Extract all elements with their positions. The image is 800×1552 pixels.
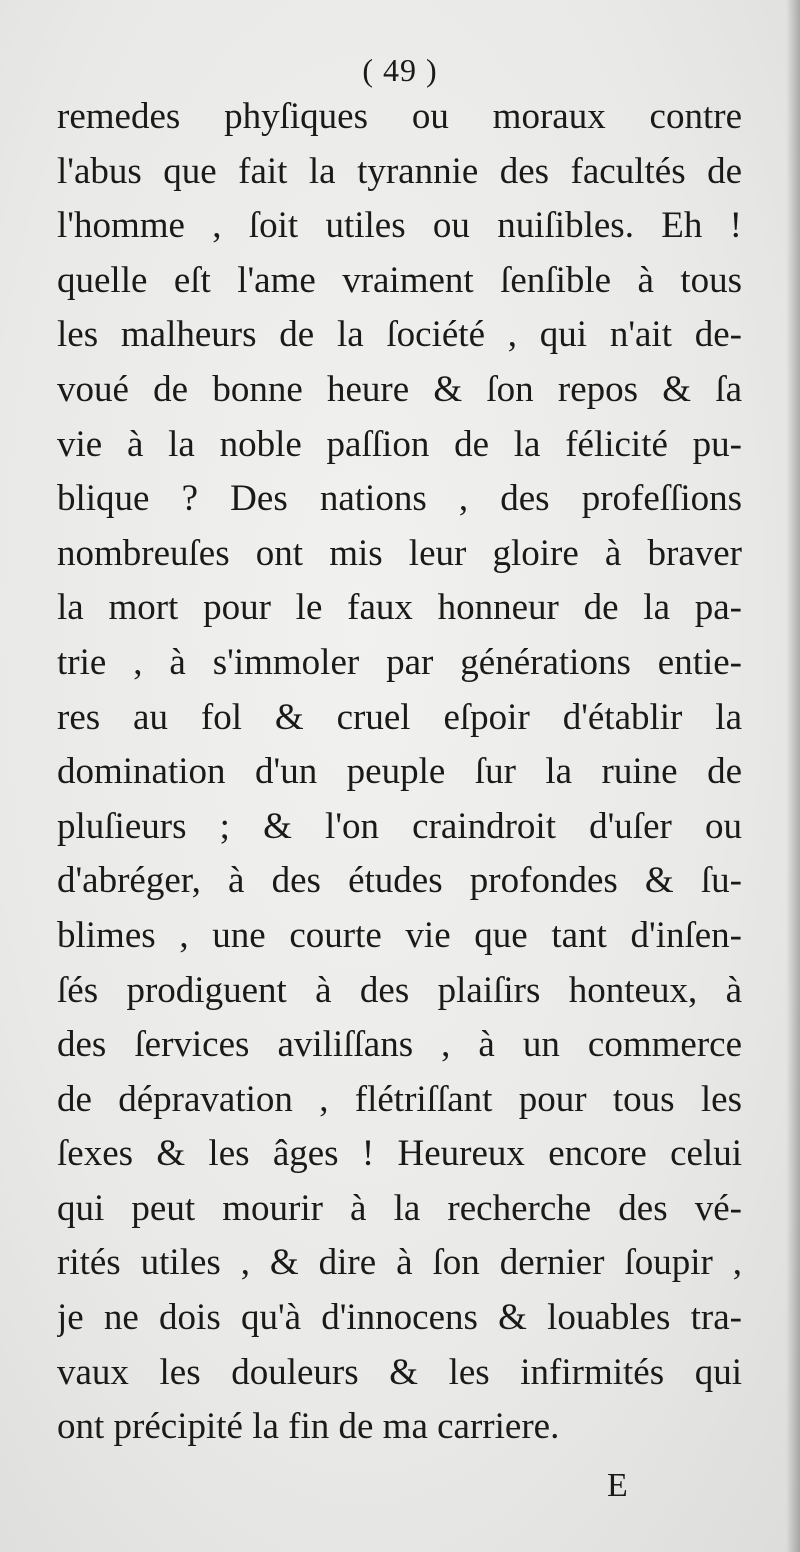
page-number: ( 49 )	[362, 52, 438, 88]
text-line: vie à la noble paſſion de la félicité pu-	[57, 423, 742, 465]
text-line: ſés prodiguent à des plaiſirs honteux, à	[57, 969, 742, 1011]
text-line: remedes phyſiques ou moraux contre	[57, 96, 742, 137]
text-line: je ne dois qu'à d'innocens & louables tra-	[57, 1297, 742, 1339]
page-edge-shadow	[786, 0, 800, 1552]
text-line: la mort pour le faux honneur de la pa-	[57, 587, 742, 629]
text-line: ſexes & les âges ! Heureux encore celui	[57, 1133, 742, 1175]
text-line: ont précipité la fin de ma carriere.	[57, 1406, 560, 1448]
text-line: rités utiles , & dire à ſon dernier ſoupir ,	[57, 1242, 742, 1284]
signature-mark: E	[607, 1467, 628, 1504]
text-line: blique ? Des nations , des profeſſions	[57, 478, 742, 520]
text-line: l'homme , ſoit utiles ou nuiſibles. Eh !	[57, 205, 742, 247]
text-line: domination d'un peuple ſur la ruine de	[57, 751, 742, 793]
text-line: vaux les douleurs & les infirmités qui	[57, 1351, 742, 1393]
text-line: quelle eſt l'ame vraiment ſenſible à tous	[57, 259, 742, 301]
text-line: voué de bonne heure & ſon repos & ſa	[57, 368, 742, 410]
text-line: nombreuſes ont mis leur gloire à braver	[57, 532, 742, 574]
body-text	[57, 90, 742, 1455]
text-line: l'abus que fait la tyrannie des facultés de	[57, 150, 742, 192]
text-line: trie , à s'immoler par générations entie-	[57, 641, 742, 683]
text-line: res au fol & cruel eſpoir d'établir la	[57, 696, 742, 738]
text-line: des ſervices aviliſſans , à un commerce	[57, 1024, 742, 1066]
text-line: qui peut mourir à la recherche des vé-	[57, 1187, 742, 1229]
text-line: les malheurs de la ſociété , qui n'ait de-	[57, 314, 742, 356]
text-line: de dépravation , flétriſſant pour tous les	[57, 1078, 742, 1120]
text-line: pluſieurs ; & l'on craindroit d'uſer ou	[57, 805, 742, 847]
text-line: blimes , une courte vie que tant d'inſen-	[57, 914, 742, 956]
text-line: d'abréger, à des études profondes & ſu-	[57, 860, 742, 902]
